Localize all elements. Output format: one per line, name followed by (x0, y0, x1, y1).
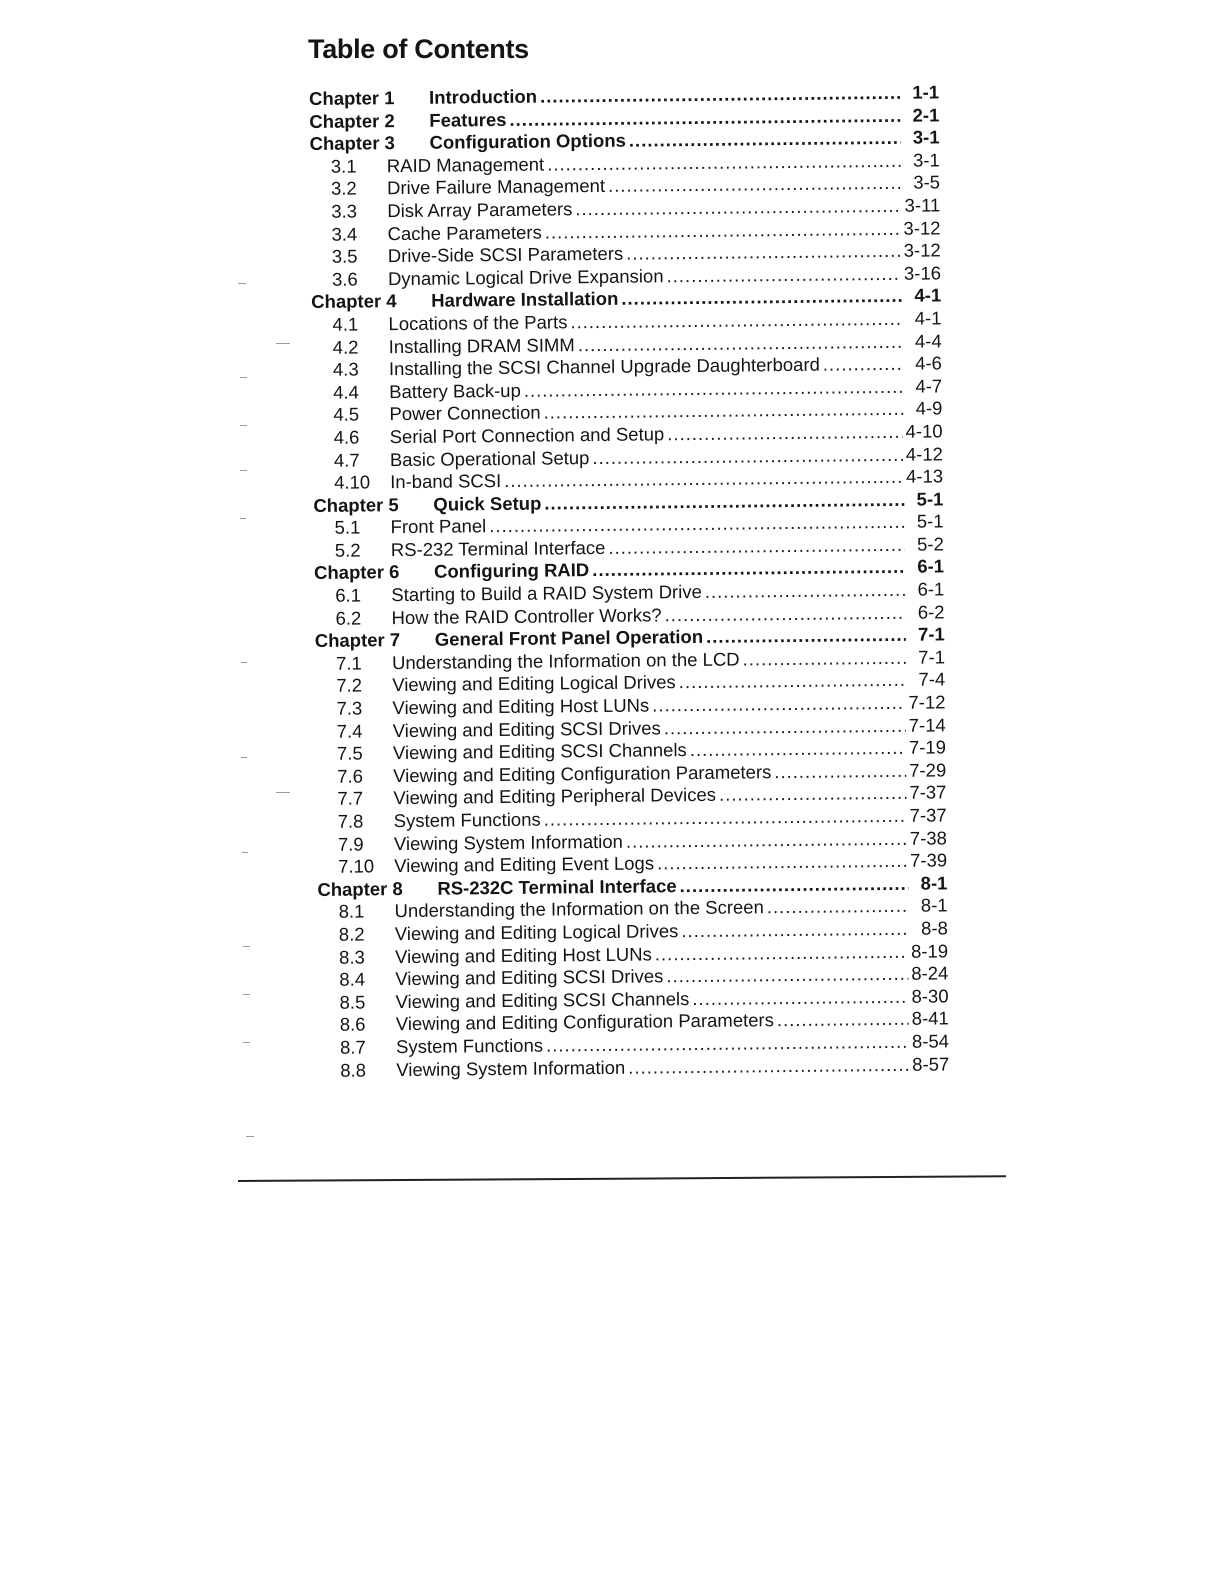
dot-leader (666, 263, 901, 287)
entry-title: Understanding the Information on the Screen (394, 896, 764, 922)
entry-title: Serial Port Connection and Setup (389, 423, 665, 448)
chapter-number: Chapter 3 (309, 132, 396, 155)
page-number: 4-9 (915, 397, 943, 419)
page-number: 7-38 (909, 826, 947, 849)
page-number: 5-1 (916, 510, 944, 532)
page-number: 3-11 (904, 194, 941, 216)
entry-title: Viewing and Editing Logical Drives (394, 920, 679, 945)
page-number: 1-1 (912, 81, 940, 103)
dot-leader (540, 82, 900, 108)
section-number: 4.2 (332, 336, 359, 358)
page-number: 6-1 (917, 555, 945, 578)
dot-leader (655, 940, 908, 965)
section-number: 7.6 (337, 765, 364, 787)
page-number: 8-54 (911, 1030, 950, 1052)
page-number: 4-6 (915, 352, 943, 374)
entry-title: Configuring RAID (433, 559, 590, 583)
entry-title: Understanding the Information on the LCD (391, 648, 740, 674)
dot-leader (681, 918, 909, 942)
section-number: 4.5 (333, 403, 360, 426)
entry-title: Cache Parameters (387, 221, 542, 244)
section-number: 7.5 (336, 742, 363, 764)
dot-leader (679, 669, 907, 693)
section-number: 7.8 (337, 810, 364, 832)
dot-leader (664, 601, 905, 626)
section-number: 7.2 (336, 674, 363, 697)
dot-leader (578, 330, 903, 355)
dot-leader (544, 805, 907, 831)
entry-title: Hardware Installation (431, 288, 619, 312)
dot-leader (679, 873, 908, 897)
dot-leader (626, 240, 901, 265)
page-number: 7-39 (909, 849, 948, 871)
section-number: 3.1 (330, 155, 357, 177)
page-number: 8-1 (920, 894, 948, 917)
section-number: 7.9 (337, 833, 364, 855)
entry-title: Viewing and Editing Host LUNs (392, 694, 650, 719)
page-number: 4-10 (905, 420, 943, 442)
entry-title: In-band SCSI (390, 470, 502, 493)
page-number: 4-12 (905, 442, 943, 465)
entry-title: Features (429, 108, 507, 131)
entry-title: RS-232C Terminal Interface (437, 874, 677, 899)
section-number: 6.1 (335, 584, 362, 606)
entry-title: RS-232 Terminal Interface (390, 536, 606, 561)
page-number: 2-1 (912, 103, 940, 126)
dot-leader (544, 488, 904, 514)
section-number: 8.6 (339, 1013, 366, 1036)
page-number: 8-41 (911, 1007, 949, 1030)
section-number: 4.7 (333, 448, 360, 471)
page-number: 8-57 (912, 1052, 950, 1075)
table-of-contents (309, 81, 949, 1082)
entry-title: Viewing and Editing Configuration Parameters (395, 1009, 775, 1035)
dot-leader (719, 782, 907, 806)
section-number: 7.7 (337, 787, 364, 810)
dot-leader (509, 104, 900, 130)
chapter-number: Chapter 8 (317, 877, 403, 900)
page-number: 6-2 (917, 601, 945, 623)
page-number: 4-1 (914, 284, 942, 307)
dot-leader (547, 150, 901, 176)
entry-title: Viewing and Editing Peripheral Devices (393, 784, 717, 809)
page-title: Table of Contents (308, 34, 529, 64)
dot-leader (545, 217, 901, 243)
page-number: 8-19 (910, 939, 949, 962)
chapter-number: Chapter 7 (314, 629, 401, 652)
dot-leader (743, 647, 907, 671)
page-number: 3-16 (903, 262, 942, 284)
dot-leader (570, 308, 902, 333)
dot-leader (666, 963, 908, 988)
entry-title: Front Panel (390, 515, 487, 538)
page-number: 3-1 (912, 126, 940, 148)
page-number: 5-1 (916, 488, 944, 510)
page-number: 4-4 (914, 329, 942, 352)
dot-leader (546, 1031, 909, 1057)
section-number: 8.2 (338, 923, 365, 945)
page-number: 4-1 (914, 307, 942, 329)
entry-title: Locations of the Parts (388, 311, 568, 335)
page-number: 4-7 (915, 375, 943, 397)
page-number: 7-19 (908, 736, 947, 758)
section-number: 8.3 (338, 946, 365, 968)
entry-title: System Functions (395, 1034, 544, 1058)
entry-title: Dynamic Logical Drive Expansion (387, 265, 664, 289)
entry-title: Viewing and Editing SCSI Channels (395, 987, 690, 1012)
entry-title: Power Connection (389, 401, 541, 425)
page-number: 8-8 (920, 917, 948, 939)
bottom-rule (238, 1175, 1006, 1182)
page-number: 7-1 (918, 646, 946, 668)
entry-title: Viewing and Editing SCSI Channels (392, 739, 687, 764)
section-number: 8.8 (340, 1058, 367, 1081)
dot-leader (667, 421, 903, 445)
page-number: 5-2 (916, 533, 944, 555)
page-number: 7-12 (908, 691, 946, 713)
dot-leader (706, 624, 906, 648)
chapter-number: Chapter 2 (309, 109, 395, 132)
section-number: 3.6 (331, 268, 358, 290)
section-number: 8.1 (338, 900, 365, 923)
section-number: 7.10 (338, 855, 375, 877)
entry-title: Viewing and Editing Configuration Parameters (393, 761, 772, 786)
entry-title: Installing DRAM SIMM (388, 333, 575, 357)
entry-title: System Functions (393, 808, 541, 832)
dot-leader (628, 1053, 909, 1078)
entry-title: Viewing and Editing Event Logs (394, 852, 655, 877)
chapter-number: Chapter 1 (309, 87, 395, 109)
dot-leader (692, 986, 908, 1010)
entry-title: Viewing System Information (396, 1056, 626, 1080)
section-number: 3.5 (331, 245, 358, 267)
section-number: 7.3 (336, 697, 363, 719)
page-number: 8-30 (911, 985, 949, 1007)
dot-leader (767, 895, 909, 918)
entry-title: How the RAID Controller Works? (391, 603, 662, 628)
dot-leader (774, 760, 906, 783)
dot-leader (543, 398, 903, 424)
page-number: 3-5 (913, 171, 941, 194)
page-number: 7-4 (918, 668, 946, 691)
entry-title: Installing the SCSI Channel Upgrade Daughterboard (388, 353, 820, 380)
page-number: 3-12 (903, 239, 941, 261)
dot-leader (626, 827, 907, 852)
entry-title: Drive-Side SCSI Parameters (387, 242, 624, 267)
dot-leader (575, 195, 901, 220)
section-number: 8.4 (339, 968, 366, 990)
section-number: 8.7 (339, 1036, 366, 1058)
dot-leader (777, 1008, 909, 1031)
entry-title: Viewing and Editing Host LUNs (394, 943, 652, 967)
entry-title: Configuration Options (429, 129, 626, 153)
dot-leader (608, 172, 901, 197)
chapter-number: Chapter 5 (313, 493, 399, 516)
page-number: 8-24 (911, 962, 949, 984)
entry-title: Starting to Build a RAID System Drive (391, 580, 702, 606)
entry-title: Introduction (428, 85, 538, 108)
section-number: 5.1 (334, 516, 361, 539)
section-number: 3.4 (331, 223, 358, 245)
entry-title: RAID Management (386, 153, 545, 176)
section-number: 4.10 (334, 471, 371, 493)
section-number: 4.6 (333, 426, 360, 448)
entry-title: Quick Setup (433, 492, 542, 515)
dot-leader (664, 714, 906, 739)
section-number: 7.4 (336, 720, 363, 742)
chapter-number: Chapter 4 (311, 290, 397, 313)
section-number: 7.1 (335, 652, 362, 674)
entry-title: Viewing and Editing SCSI Drives (392, 716, 661, 741)
page-number: 3-12 (903, 216, 941, 239)
page-number: 7-29 (909, 759, 947, 781)
section-number: 6.2 (335, 607, 362, 629)
section-number: 4.3 (332, 358, 359, 380)
section-number: 3.3 (331, 200, 358, 222)
page-number: 7-37 (909, 804, 947, 826)
page-number: 7-1 (917, 623, 945, 645)
entry-title: Battery Back-up (389, 379, 521, 402)
dot-leader (629, 127, 901, 152)
dot-leader (524, 376, 904, 402)
page-number: 3-1 (912, 149, 940, 171)
entry-title: Drive Failure Management (386, 175, 606, 199)
dot-leader (652, 692, 905, 717)
page-number: 7-37 (909, 781, 947, 804)
dot-leader (592, 443, 903, 468)
section-number: 5.2 (334, 539, 361, 561)
dot-leader (690, 737, 906, 761)
page-number: 8-1 (920, 872, 948, 894)
section-number: 4.4 (333, 381, 360, 403)
entry-title: Viewing and Editing SCSI Drives (395, 965, 664, 990)
dot-leader (621, 285, 902, 310)
entry-title: Viewing System Information (393, 830, 623, 854)
page-number: 7-14 (908, 713, 946, 736)
entry-title: General Front Panel Operation (434, 626, 704, 650)
entry-title: Basic Operational Setup (389, 446, 590, 470)
entry-title: Viewing and Editing Logical Drives (392, 671, 676, 696)
section-number: 3.2 (330, 177, 357, 200)
section-number: 4.1 (332, 313, 359, 335)
dot-leader (657, 850, 907, 875)
dot-leader (823, 353, 903, 376)
dot-leader (592, 556, 905, 581)
entry-title: Disk Array Parameters (387, 198, 573, 222)
page-number: 4-13 (905, 465, 944, 487)
chapter-number: Chapter 6 (313, 561, 400, 584)
section-number: 8.5 (339, 991, 366, 1013)
dot-leader (608, 534, 905, 559)
dot-leader (705, 579, 906, 603)
page-number: 6-1 (917, 578, 945, 600)
